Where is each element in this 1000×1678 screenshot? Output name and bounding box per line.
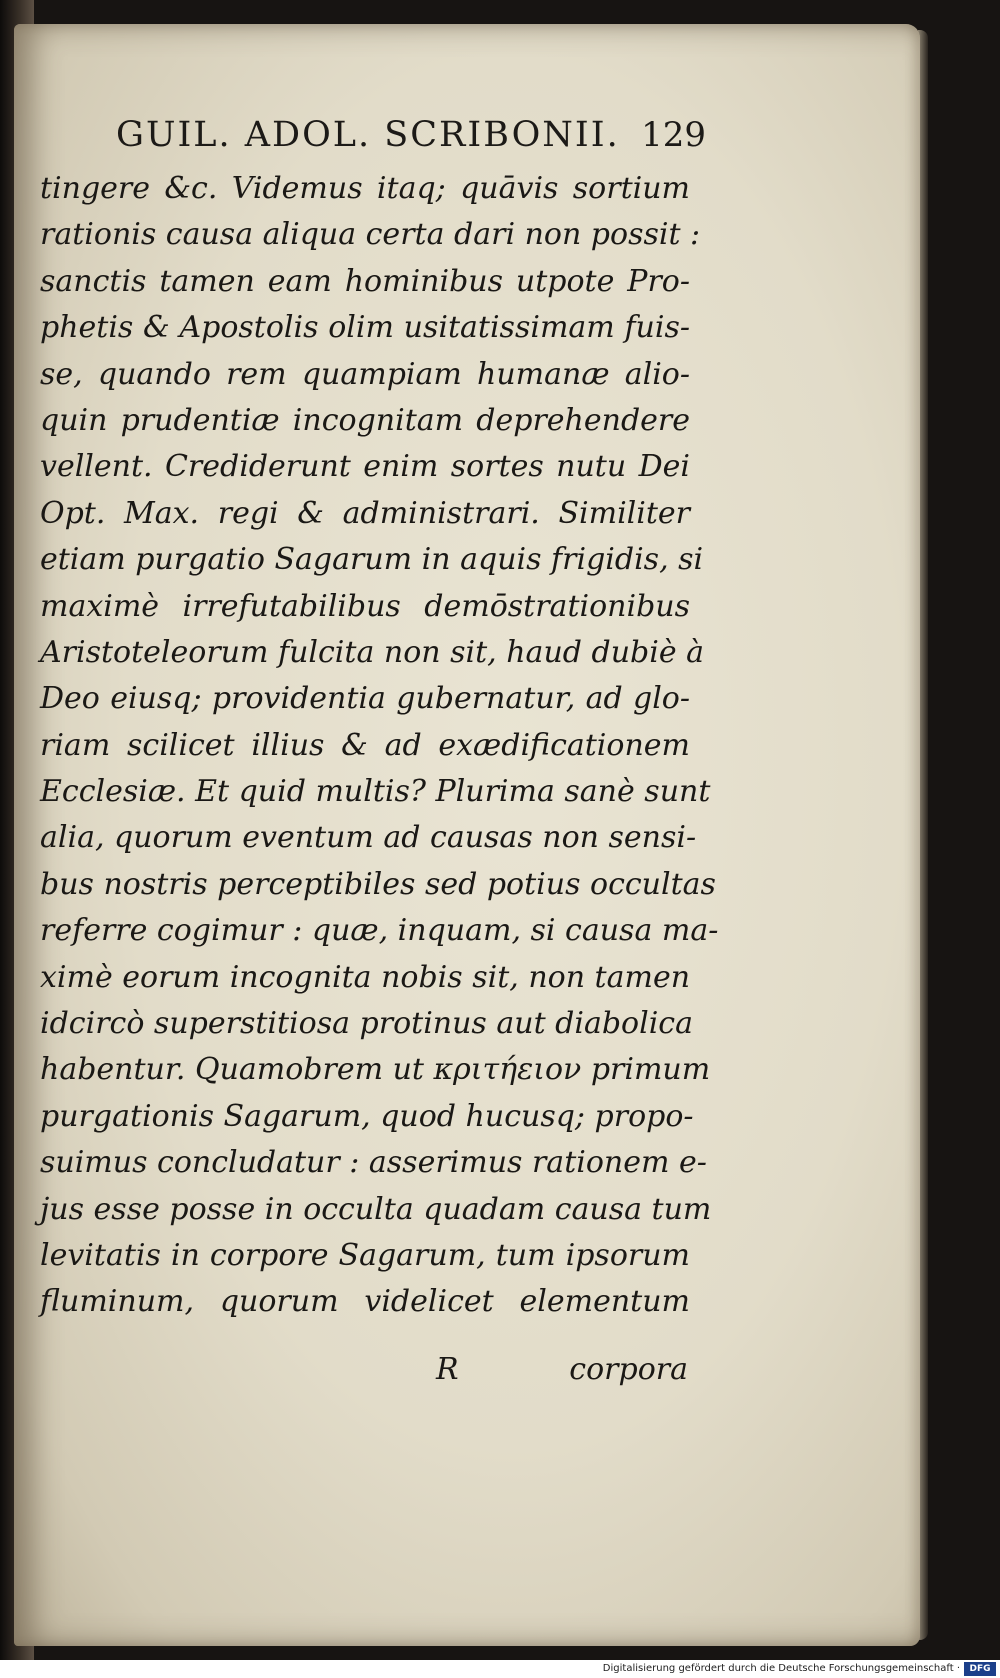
- catchword: corpora: [569, 1352, 688, 1387]
- text-line: fluminum, quorum videlicet elementum: [40, 1284, 690, 1320]
- text-line: jus esse posse in occulta quadam causa tum: [40, 1191, 712, 1227]
- text-line: levitatis in corpore Sagarum, tum ipsorum: [40, 1237, 690, 1273]
- text-line: vellent. Crediderunt enim sortes nutu Dei: [40, 449, 690, 485]
- text-line: maximè irrefutabilibus demōstrationibus: [40, 588, 690, 624]
- dfg-logo: DFG: [964, 1662, 996, 1676]
- page-number: 129: [641, 115, 706, 155]
- body-text: [40, 166, 719, 1326]
- text-line: sanctis tamen eam hominibus utpote Pro-: [40, 263, 690, 299]
- funding-credit: Digitalisierung gefördert durch die Deutsche Forschungsgemeinschaft ·: [602, 1663, 960, 1674]
- text-line: alia, quorum eventum ad causas non sensi-: [40, 820, 697, 856]
- text-line: purgationis Sagarum, quod hucusq; propo-: [40, 1098, 694, 1134]
- digitization-footer: [0, 1660, 1000, 1678]
- signature-mark: R: [436, 1352, 459, 1387]
- running-title: GUIL. ADOL. SCRIBONII.: [116, 115, 620, 155]
- page-header: [116, 112, 706, 158]
- text-line: Ecclesiæ. Et quid multis? Plurima sanè sunt: [40, 774, 711, 810]
- text-line: tingere &c. Videmus itaq; quāvis sortium: [40, 171, 690, 206]
- catchword-line: [436, 1352, 688, 1396]
- text-line: Deo eiusq; providentia gubernatur, ad glo-: [40, 681, 690, 717]
- text-line: etiam purgatio Sagarum in aquis frigidis, si: [40, 542, 704, 578]
- text-line: suimus concludatur : asserimus rationem e-: [40, 1145, 707, 1181]
- text-line: riam scilicet illius & ad exædificationem: [40, 727, 690, 763]
- text-line: ximè eorum incognita nobis sit, non tamen: [40, 959, 691, 995]
- text-line: phetis & Apostolis olim usitatissimam fuis-: [40, 310, 690, 346]
- text-line: Opt. Max. regi & administrari. Similiter: [40, 495, 690, 531]
- text-line: se, quando rem quampiam humanæ alio-: [40, 356, 690, 392]
- text-line: bus nostris perceptibiles sed potius occultas: [40, 866, 716, 902]
- text-line: referre cogimur : quæ, inquam, si causa ma-: [40, 913, 719, 949]
- text-line: idcircò superstitiosa protinus aut diabolica: [40, 1006, 693, 1042]
- text-line: habentur. Quamobrem ut κριτήειον primum: [40, 1052, 711, 1088]
- text-line: quin prudentiæ incognitam deprehendere: [40, 402, 690, 438]
- text-line: rationis causa aliqua certa dari non possit :: [40, 217, 701, 253]
- text-line: Aristoteleorum fulcita non sit, haud dubiè à: [40, 634, 704, 670]
